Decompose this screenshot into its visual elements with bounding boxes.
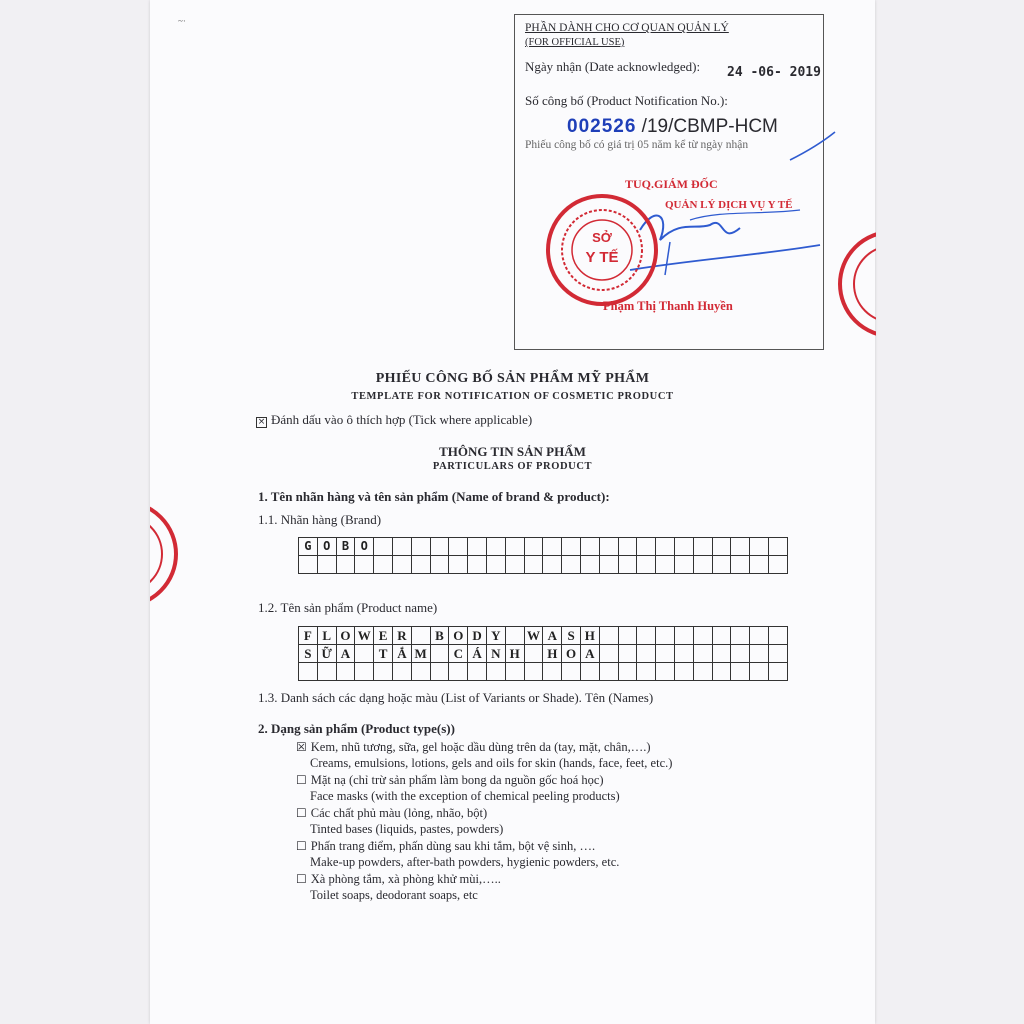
- grid-cell: [731, 663, 750, 681]
- svg-text:SỞ: SỞ: [592, 230, 612, 245]
- product-type-label-vi: Các chất phủ màu (lỏng, nhão, bột): [310, 806, 488, 820]
- grid-cell: A: [336, 645, 355, 663]
- grid-cell: [599, 538, 618, 556]
- grid-cell: F: [299, 627, 318, 645]
- brand-grid-row: [299, 538, 788, 556]
- grid-cell: O: [449, 627, 468, 645]
- grid-cell: O: [317, 538, 336, 556]
- section-title-vi: THÔNG TIN SẢN PHẨM: [439, 444, 586, 459]
- grid-cell: [693, 663, 712, 681]
- grid-cell: [411, 556, 430, 574]
- grid-cell: H: [505, 645, 524, 663]
- grid-cell: [336, 556, 355, 574]
- date-acknowledged-value: 24 -06- 2019: [727, 65, 821, 80]
- product-name-grid-row: [299, 627, 788, 645]
- grid-cell: [505, 627, 524, 645]
- question-2: 2. Dạng sản phẩm (Product type(s)): [258, 721, 455, 736]
- grid-cell: [750, 627, 769, 645]
- grid-cell: B: [430, 627, 449, 645]
- grid-cell: [317, 663, 336, 681]
- grid-cell: Ắ: [392, 645, 411, 663]
- grid-cell: [674, 627, 693, 645]
- grid-cell: E: [374, 627, 393, 645]
- grid-cell: [750, 645, 769, 663]
- grid-cell: [392, 663, 411, 681]
- grid-cell: D: [468, 627, 487, 645]
- grid-cell: [637, 556, 656, 574]
- grid-cell: [637, 627, 656, 645]
- grid-cell: [374, 556, 393, 574]
- product-name-grid-row: [299, 663, 788, 681]
- grid-cell: [468, 538, 487, 556]
- grid-cell: O: [336, 627, 355, 645]
- question-1-2: 1.2. Tên sản phẩm (Product name): [258, 600, 438, 615]
- grid-cell: R: [392, 627, 411, 645]
- product-type-label-vi: Phấn trang điểm, phấn dùng sau khi tắm, bột vệ sinh, ….: [310, 839, 596, 853]
- grid-cell: [411, 663, 430, 681]
- grid-cell: [299, 556, 318, 574]
- official-stamp: [544, 192, 660, 308]
- grid-cell: [599, 663, 618, 681]
- grid-cell: L: [317, 627, 336, 645]
- grid-cell: [750, 663, 769, 681]
- product-type-label-en: Tinted bases (liquids, pastes, powders): [310, 822, 504, 836]
- signer-name: Phạm Thị Thanh Huyền: [603, 299, 733, 313]
- grid-cell: [505, 538, 524, 556]
- brand-grid: [298, 537, 788, 574]
- product-type-option: [296, 773, 604, 788]
- grid-cell: W: [355, 627, 374, 645]
- checked-box-icon: ☒: [296, 740, 307, 754]
- grid-cell: C: [449, 645, 468, 663]
- product-type-label-en: Toilet soaps, deodorant soaps, etc: [310, 888, 478, 902]
- product-type-label-vi: Kem, nhũ tương, sữa, gel hoặc dầu dùng trên da (tay, mặt, chân,….): [310, 740, 651, 754]
- signer-role: TUQ.GIÁM ĐỐC: [625, 177, 718, 191]
- edge-stamp-left: [150, 498, 180, 610]
- grid-cell: [768, 556, 787, 574]
- grid-cell: [712, 627, 731, 645]
- grid-cell: [562, 538, 581, 556]
- grid-cell: [449, 663, 468, 681]
- grid-cell: [524, 645, 543, 663]
- product-type-label-vi: Mặt nạ (chỉ trừ sản phẩm làm bong da nguồn gốc hoá học): [310, 773, 604, 787]
- grid-cell: [392, 538, 411, 556]
- grid-cell: [656, 663, 675, 681]
- grid-cell: [505, 663, 524, 681]
- grid-cell: [712, 538, 731, 556]
- grid-cell: [693, 538, 712, 556]
- grid-cell: [750, 538, 769, 556]
- product-type-option: [296, 872, 501, 887]
- product-type-label-en: Face masks (with the exception of chemical peeling products): [310, 789, 620, 803]
- grid-cell: [355, 556, 374, 574]
- right-margin: [875, 0, 1024, 1024]
- form-title-vi: PHIẾU CÔNG BỐ SẢN PHẨM MỸ PHẨM: [375, 371, 650, 386]
- grid-cell: [336, 663, 355, 681]
- product-type-label-en: Make-up powders, after-bath powders, hygienic powders, etc.: [310, 855, 620, 869]
- grid-cell: [731, 556, 750, 574]
- left-margin: [0, 0, 150, 1024]
- grid-cell: H: [543, 645, 562, 663]
- grid-cell: [599, 556, 618, 574]
- grid-cell: O: [562, 645, 581, 663]
- checkbox-icon: ☐: [296, 872, 307, 886]
- official-title-en: (FOR OFFICIAL USE): [525, 37, 625, 48]
- grid-cell: S: [562, 627, 581, 645]
- grid-cell: [768, 627, 787, 645]
- validity-note: Phiếu công bố có giá trị 05 năm kể từ ngày nhận: [525, 139, 749, 151]
- grid-cell: M: [411, 645, 430, 663]
- grid-cell: Ữ: [317, 645, 336, 663]
- tick-instruction: Đánh dấu vào ô thích hợp (Tick where applicable): [271, 412, 533, 427]
- grid-cell: [693, 556, 712, 574]
- grid-cell: [468, 556, 487, 574]
- product-type-label-vi: Xà phòng tắm, xà phòng khử mùi,…..: [310, 872, 501, 886]
- product-type-option: [296, 839, 595, 854]
- grid-cell: [731, 627, 750, 645]
- grid-cell: [618, 556, 637, 574]
- grid-cell: [543, 556, 562, 574]
- edge-stamp-right: [836, 228, 876, 340]
- product-type-label-en: Creams, emulsions, lotions, gels and oils for skin (hands, face, feet, etc.): [310, 756, 673, 770]
- grid-cell: [430, 556, 449, 574]
- product-type-option: [296, 740, 651, 755]
- grid-cell: [486, 556, 505, 574]
- grid-cell: A: [580, 645, 599, 663]
- grid-cell: [562, 663, 581, 681]
- scan-mark: ~·: [178, 16, 186, 26]
- grid-cell: [599, 645, 618, 663]
- grid-cell: [355, 663, 374, 681]
- grid-cell: O: [355, 538, 374, 556]
- product-name-grid-row: [299, 645, 788, 663]
- product-name-grid: [298, 626, 788, 681]
- product-type-option: [296, 806, 487, 821]
- grid-cell: [768, 538, 787, 556]
- grid-cell: B: [336, 538, 355, 556]
- grid-cell: [712, 645, 731, 663]
- question-1-3: 1.3. Danh sách các dạng hoặc màu (List of Variants or Shade). Tên (Names): [258, 690, 654, 705]
- question-1-1: 1.1. Nhãn hàng (Brand): [258, 512, 382, 527]
- form-title-en: TEMPLATE FOR NOTIFICATION OF COSMETIC PRODUCT: [351, 391, 674, 402]
- grid-cell: [580, 663, 599, 681]
- grid-cell: [543, 663, 562, 681]
- grid-cell: [750, 556, 769, 574]
- grid-cell: A: [543, 627, 562, 645]
- grid-cell: [712, 663, 731, 681]
- grid-cell: [656, 556, 675, 574]
- grid-cell: [374, 663, 393, 681]
- grid-cell: [411, 627, 430, 645]
- grid-cell: [768, 645, 787, 663]
- grid-cell: [524, 663, 543, 681]
- grid-cell: [468, 663, 487, 681]
- svg-text:Y TẾ: Y TẾ: [585, 249, 619, 266]
- grid-cell: [430, 645, 449, 663]
- grid-cell: [618, 538, 637, 556]
- grid-cell: [430, 663, 449, 681]
- grid-cell: [674, 663, 693, 681]
- grid-cell: [656, 538, 675, 556]
- grid-cell: [674, 556, 693, 574]
- grid-cell: [580, 538, 599, 556]
- checked-box-icon: ×: [257, 417, 266, 427]
- grid-cell: [486, 663, 505, 681]
- grid-cell: [580, 556, 599, 574]
- grid-cell: N: [486, 645, 505, 663]
- grid-cell: [637, 645, 656, 663]
- date-acknowledged-label: Ngày nhận (Date acknowledged):: [525, 59, 701, 74]
- grid-cell: [768, 663, 787, 681]
- grid-cell: T: [374, 645, 393, 663]
- grid-cell: G: [299, 538, 318, 556]
- grid-cell: [449, 538, 468, 556]
- grid-cell: [486, 538, 505, 556]
- grid-cell: [374, 538, 393, 556]
- grid-cell: [524, 538, 543, 556]
- grid-cell: [355, 645, 374, 663]
- question-1: 1. Tên nhãn hàng và tên sản phẩm (Name of brand & product):: [258, 489, 610, 504]
- notification-suffix: /19/CBMP-HCM: [636, 116, 778, 137]
- checkbox-icon: ☐: [296, 773, 307, 787]
- grid-cell: W: [524, 627, 543, 645]
- grid-cell: [637, 663, 656, 681]
- grid-cell: [317, 556, 336, 574]
- notification-number: 002526: [567, 116, 637, 137]
- section-title-en: PARTICULARS OF PRODUCT: [432, 461, 593, 472]
- tick-instruction-line: [256, 412, 532, 428]
- signer-department: QUẢN LÝ DỊCH VỤ Y TẾ: [665, 199, 793, 211]
- checkbox-icon: ☐: [296, 806, 307, 820]
- grid-cell: [562, 556, 581, 574]
- grid-cell: [693, 627, 712, 645]
- grid-cell: [674, 538, 693, 556]
- grid-cell: [411, 538, 430, 556]
- grid-cell: [430, 538, 449, 556]
- grid-cell: [618, 627, 637, 645]
- grid-cell: [392, 556, 411, 574]
- grid-cell: [637, 538, 656, 556]
- checkbox-icon: ☐: [296, 839, 307, 853]
- grid-cell: [599, 627, 618, 645]
- official-title-vi: PHẦN DÀNH CHO CƠ QUAN QUẢN LÝ: [525, 22, 729, 34]
- grid-cell: [731, 538, 750, 556]
- grid-cell: [543, 538, 562, 556]
- brand-grid-row: [299, 556, 788, 574]
- grid-cell: [674, 645, 693, 663]
- grid-cell: [618, 663, 637, 681]
- grid-cell: [505, 556, 524, 574]
- grid-cell: S: [299, 645, 318, 663]
- grid-cell: [449, 556, 468, 574]
- grid-cell: [693, 645, 712, 663]
- grid-cell: [712, 556, 731, 574]
- grid-cell: [656, 645, 675, 663]
- grid-cell: H: [580, 627, 599, 645]
- grid-cell: Y: [486, 627, 505, 645]
- grid-cell: [731, 645, 750, 663]
- grid-cell: [656, 627, 675, 645]
- grid-cell: Á: [468, 645, 487, 663]
- grid-cell: [299, 663, 318, 681]
- notification-label: Số công bố (Product Notification No.):: [525, 93, 728, 108]
- grid-cell: [618, 645, 637, 663]
- grid-cell: [524, 556, 543, 574]
